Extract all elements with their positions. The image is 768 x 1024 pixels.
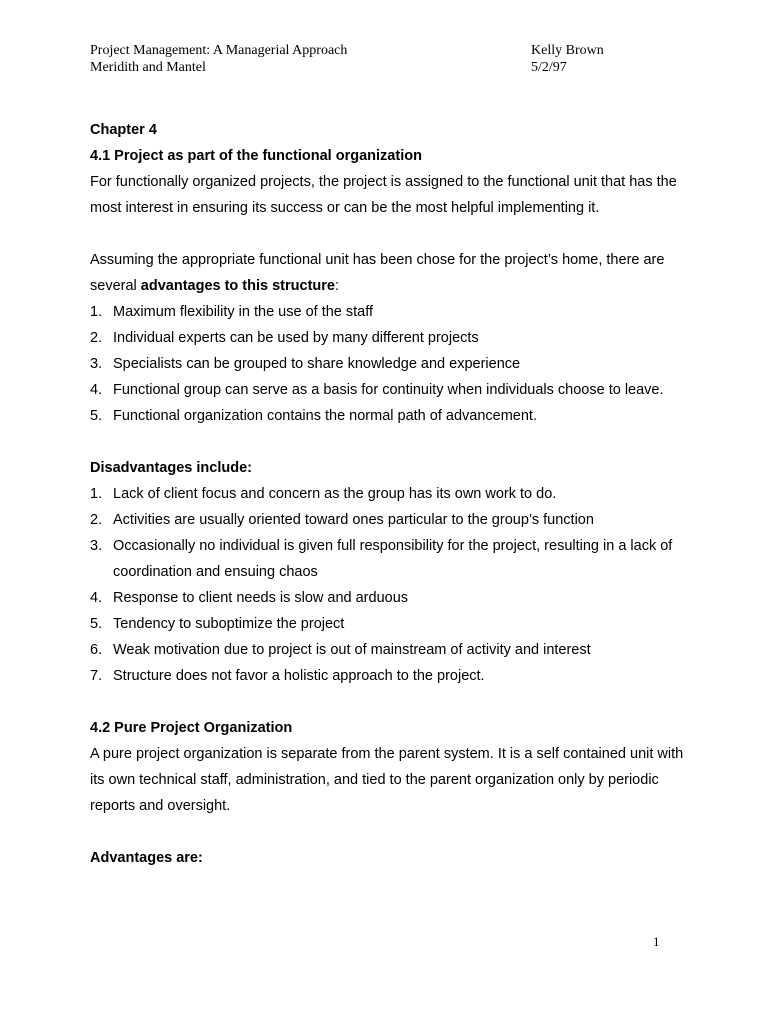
disadvantages-heading: Disadvantages include:	[90, 460, 252, 476]
assumption-text: Assuming the appropriate functional unit has been chose for the project’s home, there are several	[90, 252, 665, 294]
assumption-paragraph	[90, 247, 690, 299]
section-4-2-intro: A pure project organization is separate from the parent system. It is a self contained unit with its own technical staff, administration, and tied to the parent organization only by periodic reports and oversight.	[90, 746, 684, 814]
advantages-list	[90, 299, 690, 429]
disadvantages-list	[90, 481, 690, 689]
list-item: 4. Response to client needs is slow and arduous	[90, 590, 409, 606]
chapter-title: Chapter 4	[90, 122, 157, 138]
pure-project-advantages-heading: Advantages are:	[90, 850, 203, 866]
section-4-2-heading: 4.2 Pure Project Organization	[90, 720, 293, 736]
section-4-1-heading: 4.1 Project as part of the functional organization	[90, 148, 422, 164]
assumption-colon: :	[334, 278, 339, 294]
list-item: 5. Functional organization contains the normal path of advancement.	[90, 408, 537, 424]
list-item: 2. Individual experts can be used by many different projects	[90, 330, 479, 346]
section-4-1-intro: For functionally organized projects, the project is assigned to the functional unit that has the most interest in ensuring its success or can be the most helpful implementing it.	[90, 174, 677, 216]
list-item: 2. Activities are usually oriented toward ones particular to the group’s function	[90, 512, 594, 528]
student-name: Kelly Brown	[531, 43, 604, 58]
authors: Meridith and Mantel	[90, 60, 206, 75]
document-body	[90, 117, 690, 871]
list-item: 3. Occasionally no individual is given full responsibility for the project, resulting in a lack of coordination and ensuing chaos	[90, 538, 673, 580]
list-item: 5. Tendency to suboptimize the project	[90, 616, 345, 632]
list-item: 3. Specialists can be grouped to share knowledge and experience	[90, 356, 521, 372]
advantages-to-structure-label: advantages to this structure	[140, 278, 335, 294]
page-number: 1	[653, 934, 660, 949]
list-item: 7. Structure does not favor a holistic approach to the project.	[90, 668, 485, 684]
list-item: 1. Lack of client focus and concern as the group has its own work to do.	[90, 486, 557, 502]
page-header	[90, 42, 690, 76]
list-item: 6. Weak motivation due to project is out of mainstream of activity and interest	[90, 642, 591, 658]
book-title: Project Management: A Managerial Approach	[90, 43, 348, 58]
list-item: 1. Maximum flexibility in the use of the staff	[90, 304, 374, 320]
list-item: 4. Functional group can serve as a basis for continuity when individuals choose to leave.	[90, 382, 664, 398]
date: 5/2/97	[531, 60, 567, 75]
